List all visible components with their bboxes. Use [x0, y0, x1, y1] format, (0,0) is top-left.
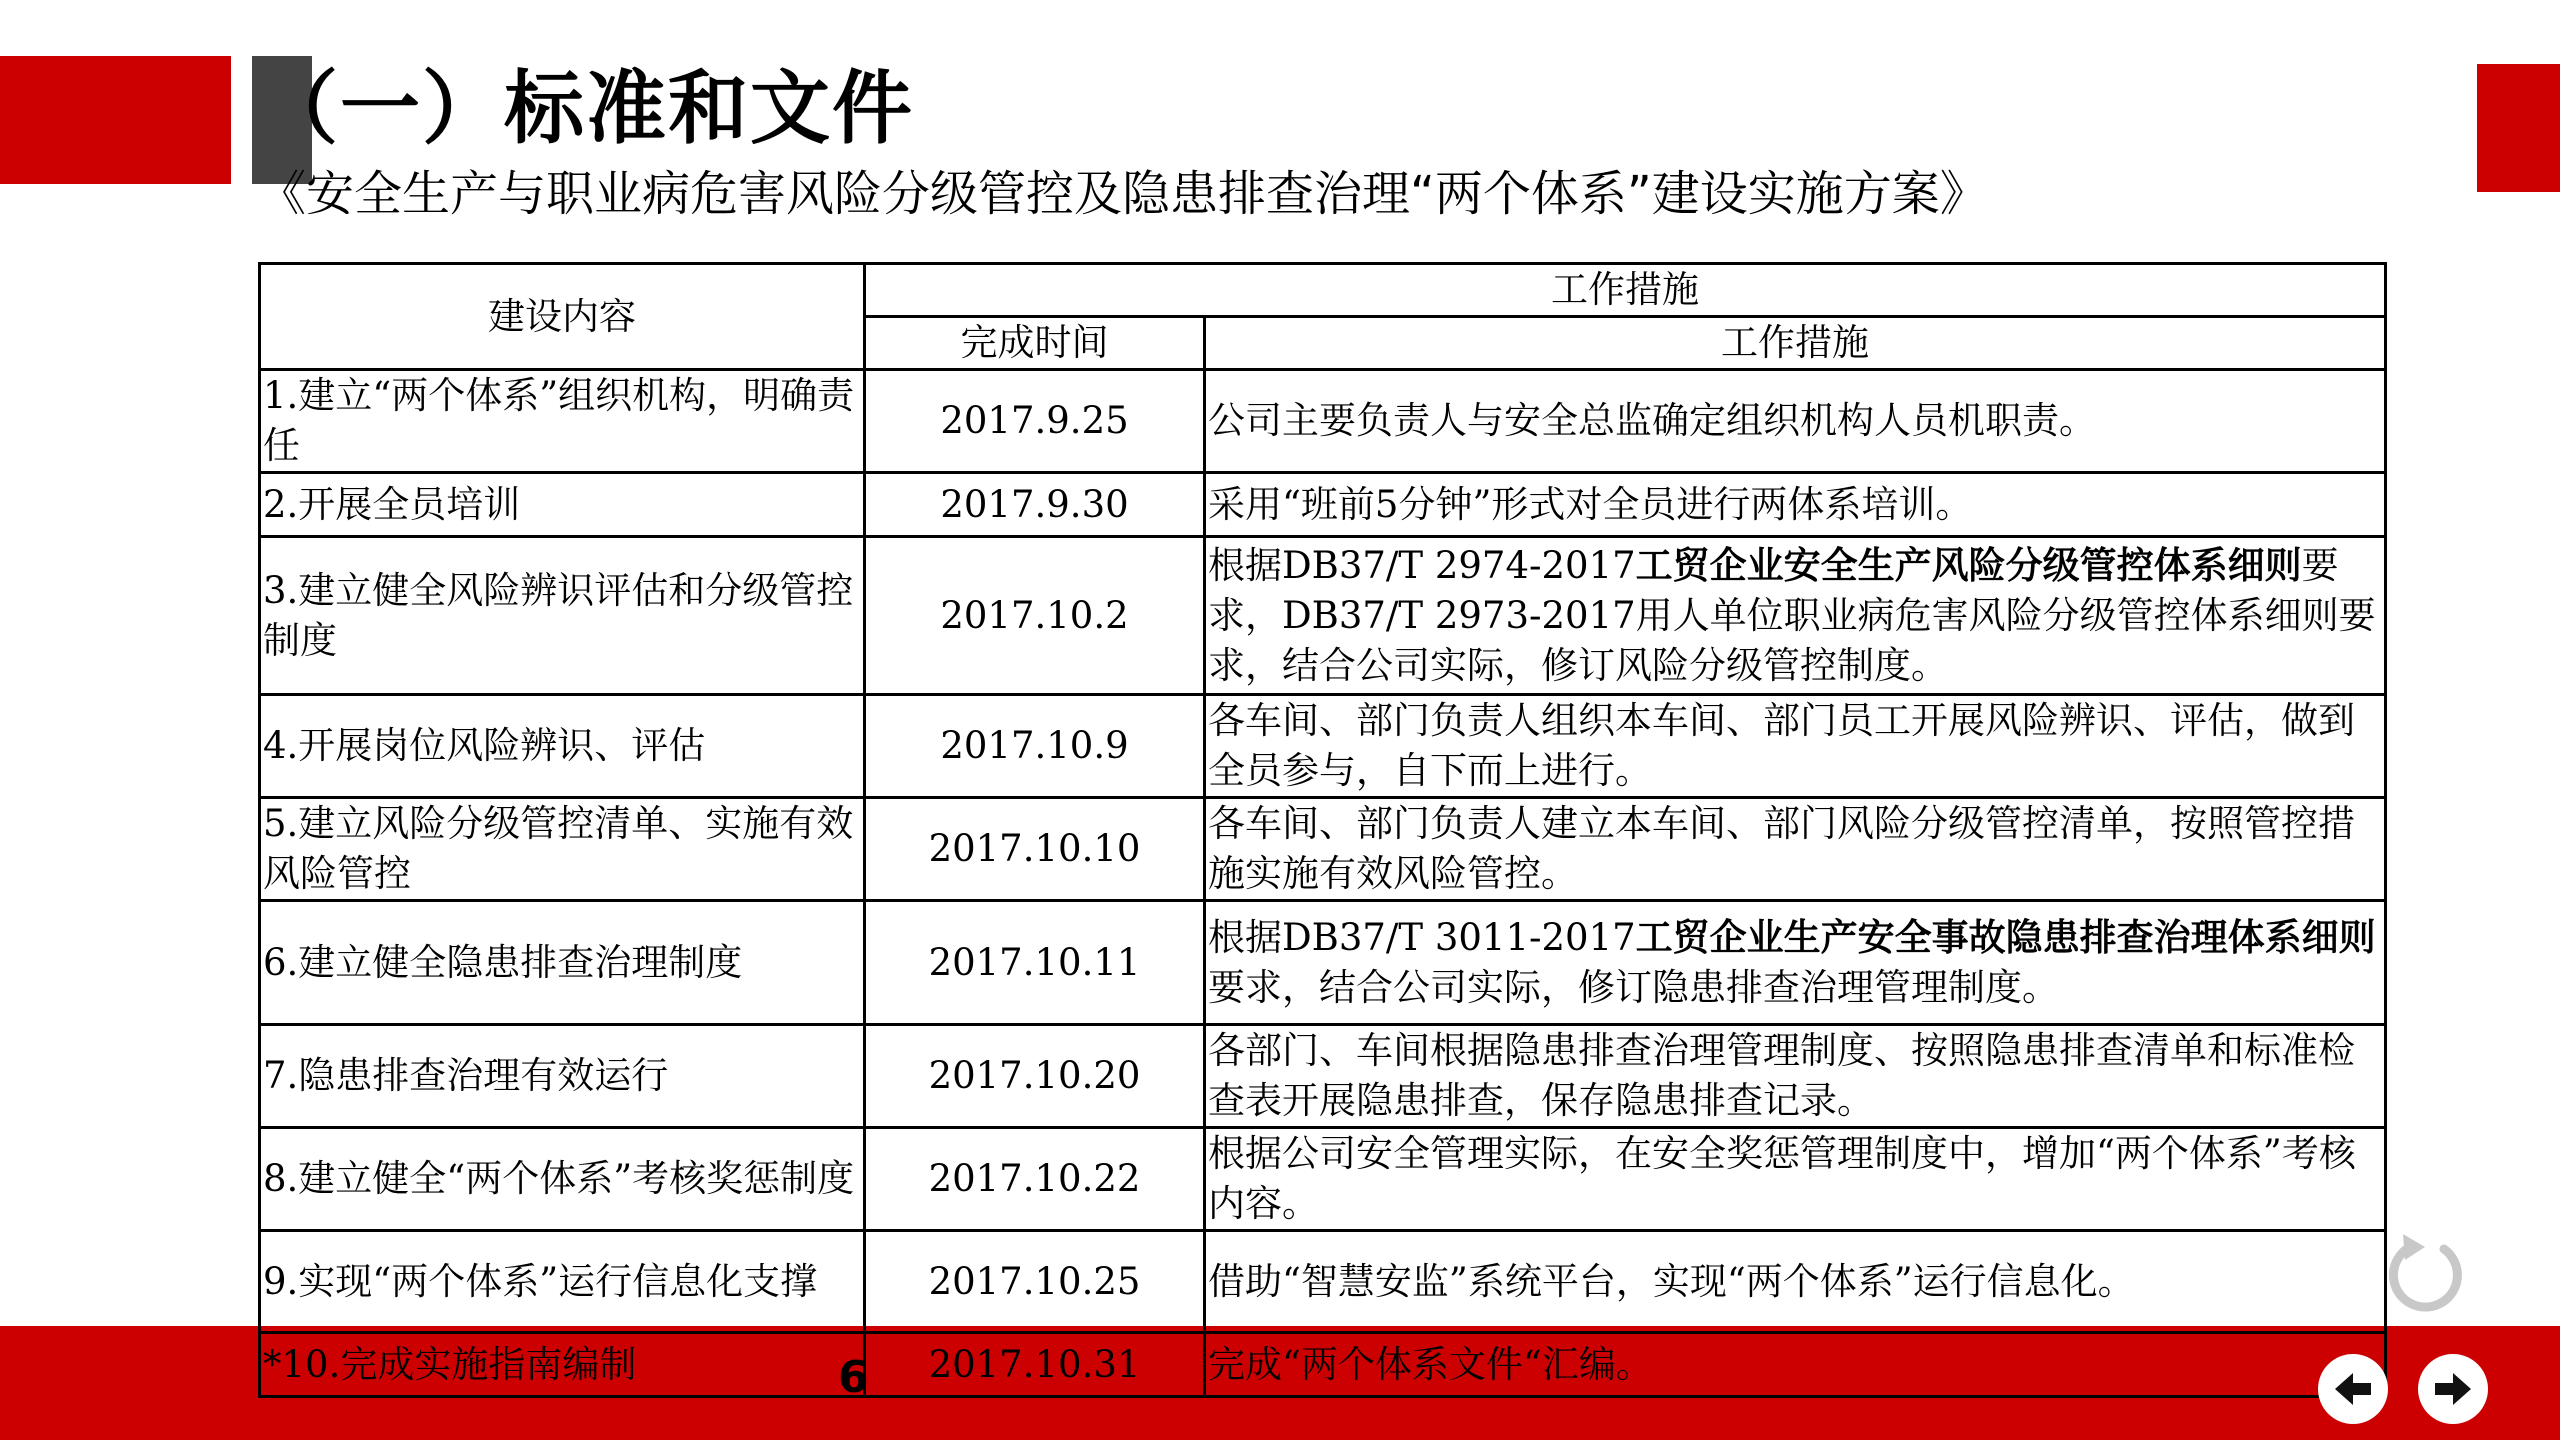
header-completion-date: 完成时间 — [865, 317, 1205, 370]
header-work-measures-group: 工作措施 — [865, 264, 2386, 317]
row-date: 2017.10.2 — [865, 537, 1205, 695]
table-row — [260, 798, 2386, 901]
replay-icon-graphic — [2383, 1230, 2469, 1316]
standard-name: 工贸企业生产安全事故隐患排查治理体系细则 — [1635, 915, 2376, 959]
row-measure: 完成“两个体系文件“汇编。 — [1205, 1333, 2386, 1397]
implementation-table — [258, 262, 2387, 1398]
row-measure: 采用“班前5分钟”形式对全员进行两体系培训。 — [1205, 473, 2386, 537]
next-slide-button[interactable] — [2418, 1354, 2488, 1424]
table-row — [260, 370, 2386, 473]
row-measure: 根据公司安全管理实际，在安全奖惩管理制度中，增加“两个体系”考核内容。 — [1205, 1128, 2386, 1231]
row-date: 2017.9.25 — [865, 370, 1205, 473]
arrow-right-icon — [2425, 1361, 2481, 1417]
table-row — [260, 1333, 2386, 1397]
row-content: 5.建立风险分级管控清单、实施有效风险管控 — [260, 798, 865, 901]
table-row — [260, 537, 2386, 695]
row-date: 2017.10.25 — [865, 1231, 1205, 1333]
row-date: 2017.10.10 — [865, 798, 1205, 901]
row-content: 9.实现“两个体系”运行信息化支撑 — [260, 1231, 865, 1333]
row-content: *10.完成实施指南编制 — [260, 1333, 865, 1397]
left-red-bar — [0, 56, 231, 184]
row-content: 8.建立健全“两个体系”考核奖惩制度 — [260, 1128, 865, 1231]
page-title: （一）标准和文件 — [258, 62, 914, 155]
row-measure — [1205, 901, 2386, 1025]
standard-name: 工贸企业安全生产风险分级管控体系细则 — [1635, 543, 2302, 587]
measure-text: 要求，DB37/T 2973-2017用人单位职业病危害风险分级管控体系细则要求，结合公司实际，修订风险分级管控制度。 — [1208, 543, 2376, 687]
table-row — [260, 1231, 2386, 1333]
table-row — [260, 1128, 2386, 1231]
table-row — [260, 695, 2386, 798]
row-measure: 公司主要负责人与安全总监确定组织机构人员机职责。 — [1205, 370, 2386, 473]
page-number: 6 — [838, 1352, 869, 1403]
row-date: 2017.10.20 — [865, 1025, 1205, 1128]
row-date: 2017.10.22 — [865, 1128, 1205, 1231]
header-content: 建设内容 — [260, 264, 865, 370]
replay-icon[interactable] — [2383, 1230, 2469, 1316]
measure-text: 根据DB37/T 3011-2017 — [1208, 915, 1636, 959]
right-red-bar — [2477, 64, 2560, 192]
row-measure: 借助“智慧安监”系统平台，实现“两个体系”运行信息化。 — [1205, 1231, 2386, 1333]
table-row — [260, 901, 2386, 1025]
header-work-measures: 工作措施 — [1205, 317, 2386, 370]
measure-text: 根据DB37/T 2974-2017 — [1208, 543, 1636, 587]
row-measure: 各部门、车间根据隐患排查治理管理制度、按照隐患排查清单和标准检查表开展隐患排查，保存隐患排查记录。 — [1205, 1025, 2386, 1128]
prev-slide-button[interactable] — [2318, 1354, 2388, 1424]
measure-text: 要求，结合公司实际，修订隐患排查治理管理制度。 — [1208, 965, 2059, 1009]
row-date: 2017.10.9 — [865, 695, 1205, 798]
table-row — [260, 473, 2386, 537]
row-measure: 各车间、部门负责人组织本车间、部门员工开展风险辨识、评估，做到全员参与，自下而上进行。 — [1205, 695, 2386, 798]
row-content: 4.开展岗位风险辨识、评估 — [260, 695, 865, 798]
row-content: 3.建立健全风险辨识评估和分级管控制度 — [260, 537, 865, 695]
row-content: 1.建立“两个体系”组织机构，明确责任 — [260, 370, 865, 473]
row-date: 2017.10.11 — [865, 901, 1205, 1025]
row-measure — [1205, 537, 2386, 695]
arrow-left-icon — [2325, 1361, 2381, 1417]
row-measure: 各车间、部门负责人建立本车间、部门风险分级管控清单，按照管控措施实施有效风险管控。 — [1205, 798, 2386, 901]
table-row — [260, 1025, 2386, 1128]
row-date: 2017.9.30 — [865, 473, 1205, 537]
row-content: 7.隐患排查治理有效运行 — [260, 1025, 865, 1128]
row-content: 2.开展全员培训 — [260, 473, 865, 537]
row-date: 2017.10.31 — [865, 1333, 1205, 1397]
row-content: 6.建立健全隐患排查治理制度 — [260, 901, 865, 1025]
page-subtitle: 《安全生产与职业病危害风险分级管控及隐患排查治理“两个体系”建设实施方案》 — [258, 166, 1988, 222]
